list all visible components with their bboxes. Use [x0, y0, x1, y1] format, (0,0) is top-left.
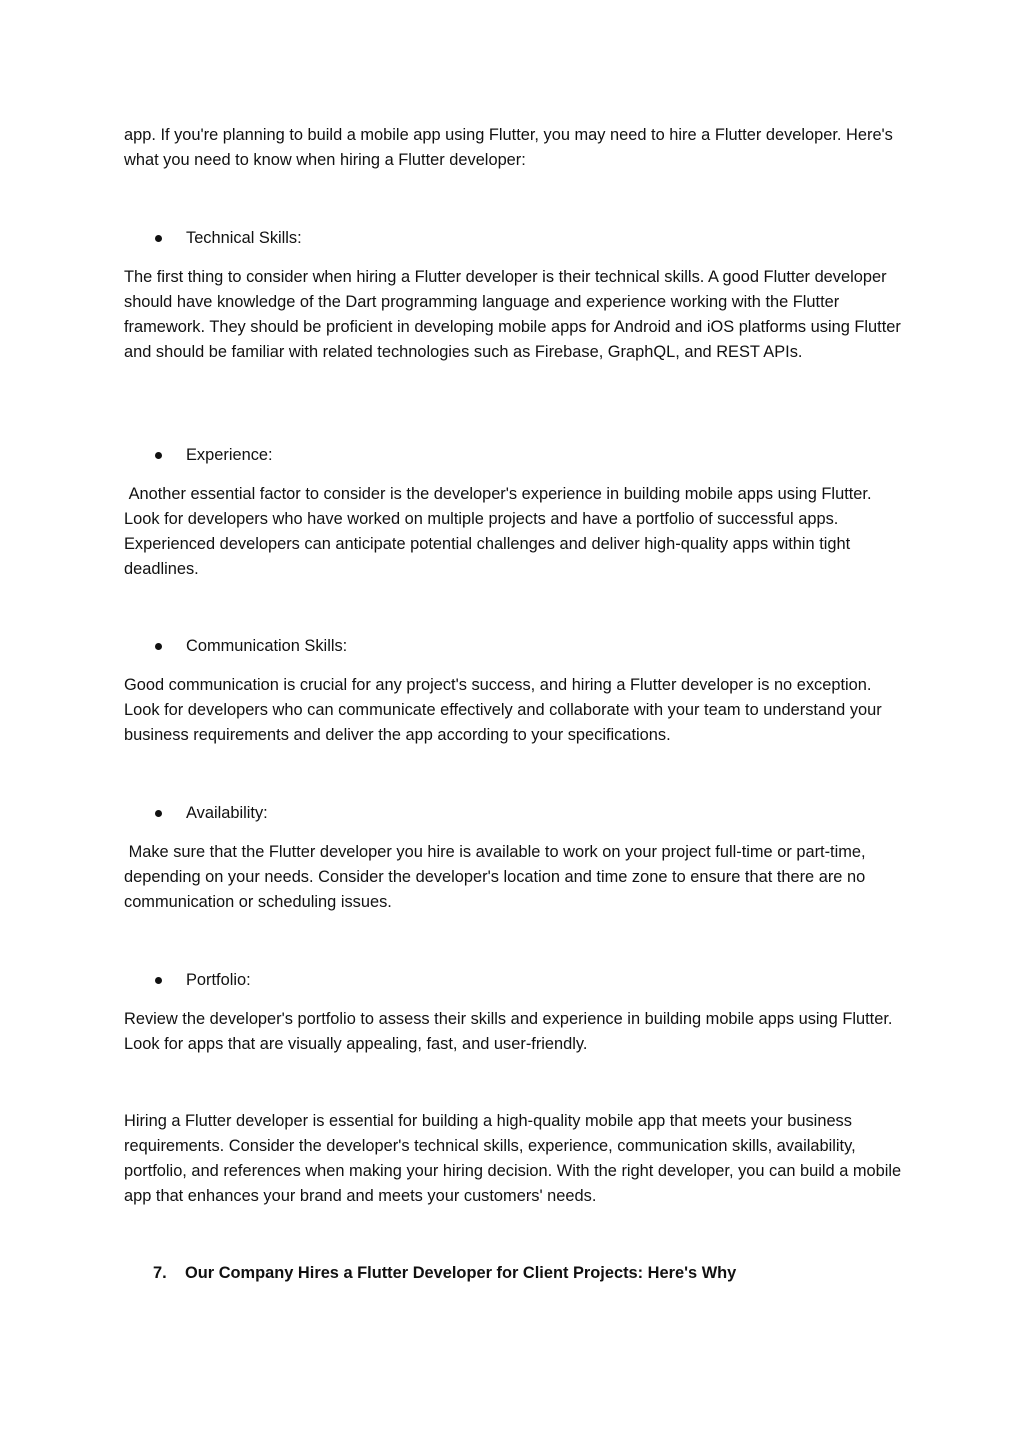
- heading-title: Our Company Hires a Flutter Developer for Client Projects: Here's Why: [185, 1264, 737, 1282]
- intro-paragraph: app. If you're planning to build a mobile app using Flutter, you may need to hire a Flutter developer. Here's what you need to know when hiring a Flutter developer:: [124, 126, 898, 169]
- bullet-item-technical-skills: [150, 226, 302, 251]
- section-body-experience: Another essential factor to consider is the developer's experience in building mobile apps using Flutter. Look for developers who have worked on multiple projects and have a portfolio of successful apps. Experienced developers can anticipate potential challenges and deliver high-quality apps within tight deadlines.: [124, 485, 877, 578]
- bullet-label: Availability:: [186, 804, 268, 822]
- bullet-item-availability: [150, 801, 268, 826]
- bullet-item-portfolio: [150, 968, 251, 993]
- bullet-item-communication-skills: [150, 634, 347, 659]
- bullet-label: Portfolio:: [186, 971, 251, 989]
- bullet-item-experience: [150, 443, 273, 468]
- section-body-technical-skills: The first thing to consider when hiring a Flutter developer is their technical skills. A good Flutter developer should have knowledge of the Dart programming language and experience working with the Flutter framework. They should be proficient in developing mobile apps for Android and iOS platforms using Flutter and should be familiar with related technologies such as Firebase, GraphQL, and REST APIs.: [124, 268, 906, 361]
- bullet-label: Experience:: [186, 446, 273, 464]
- section-body-communication-skills: Good communication is crucial for any project's success, and hiring a Flutter developer is no exception. Look for developers who can communicate effectively and collaborate with your team to understand your business requirements and deliver the app according to your specifications.: [124, 676, 887, 744]
- section-heading: [153, 1261, 736, 1286]
- section-body-availability: Make sure that the Flutter developer you hire is available to work on your project full-time or part-time, depending on your needs. Consider the developer's location and time zone to ensure that there are no communication or scheduling issues.: [124, 843, 871, 911]
- bullet-icon: [155, 235, 162, 242]
- heading-number: 7.: [153, 1264, 167, 1282]
- bullet-icon: [155, 643, 162, 650]
- conclusion-paragraph: Hiring a Flutter developer is essential for building a high-quality mobile app that meets your business requirements. Consider the developer's technical skills, experience, communication skills, availability, portfolio, and references when making your hiring decision. With the right developer, you can build a mobile app that enhances your brand and meets your customers' needs.: [124, 1112, 906, 1205]
- bullet-icon: [155, 810, 162, 817]
- section-body-portfolio: Review the developer's portfolio to assess their skills and experience in building mobile apps using Flutter. Look for apps that are visually appealing, fast, and user-friendly.: [124, 1010, 898, 1053]
- bullet-label: Technical Skills:: [186, 229, 302, 247]
- bullet-icon: [155, 452, 162, 459]
- bullet-label: Communication Skills:: [186, 637, 348, 655]
- bullet-icon: [155, 977, 162, 984]
